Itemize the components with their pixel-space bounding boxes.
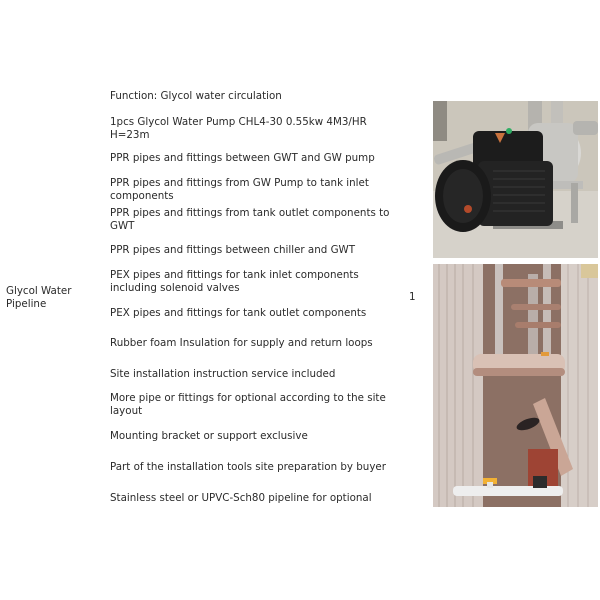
item-text: PPR pipes and fittings between chiller and GWT bbox=[110, 244, 356, 256]
item-text: Site installation instruction service included bbox=[110, 368, 336, 380]
list-item bbox=[110, 269, 400, 295]
item-text: Part of the installation tools site preparation by buyer bbox=[110, 461, 386, 473]
category-label bbox=[6, 285, 101, 311]
list-item bbox=[110, 307, 400, 320]
insulated-pipeline-photo bbox=[433, 264, 598, 507]
list-item bbox=[110, 244, 400, 257]
category-text: Glycol Water Pipeline bbox=[6, 285, 72, 310]
list-item bbox=[110, 116, 400, 142]
pipeline-illustration bbox=[433, 264, 598, 507]
list-item bbox=[110, 207, 400, 233]
list-item bbox=[110, 461, 400, 474]
item-text: PPR pipes and fittings between GWT and GW pump bbox=[110, 152, 375, 164]
item-text: Stainless steel or UPVC-Sch80 pipeline for optional bbox=[110, 492, 372, 504]
list-item bbox=[110, 90, 400, 103]
item-text: PPR pipes and fittings from GW Pump to tank inlet bbox=[110, 177, 369, 189]
list-item bbox=[110, 368, 400, 381]
item-text: 1pcs Glycol Water Pump CHL4-30 0.55kw 4M3/HR bbox=[110, 116, 367, 128]
list-item bbox=[110, 152, 400, 165]
item-text-cont: including solenoid valves bbox=[110, 282, 240, 294]
list-item bbox=[110, 492, 400, 505]
item-text-cont: H=23m bbox=[110, 129, 150, 141]
item-text: More pipe or fittings for optional according to the site bbox=[110, 392, 386, 404]
quantity-cell bbox=[409, 291, 416, 304]
list-item bbox=[110, 337, 400, 350]
item-text-cont: GWT bbox=[110, 220, 135, 232]
list-item bbox=[110, 430, 400, 443]
item-text-cont: layout bbox=[110, 405, 143, 417]
item-text: PEX pipes and fittings for tank inlet components bbox=[110, 269, 359, 281]
glycol-water-pump-photo bbox=[433, 101, 598, 258]
pump-illustration bbox=[433, 101, 598, 258]
quantity-value: 1 bbox=[409, 291, 416, 303]
item-text: PPR pipes and fittings from tank outlet components to bbox=[110, 207, 390, 219]
list-item bbox=[110, 392, 400, 418]
item-text-cont: components bbox=[110, 190, 174, 202]
list-item bbox=[110, 177, 400, 203]
item-text: Rubber foam Insulation for supply and return loops bbox=[110, 337, 373, 349]
item-text: Mounting bracket or support exclusive bbox=[110, 430, 308, 442]
item-text: Function: Glycol water circulation bbox=[110, 90, 282, 102]
item-text: PEX pipes and fittings for tank outlet components bbox=[110, 307, 367, 319]
